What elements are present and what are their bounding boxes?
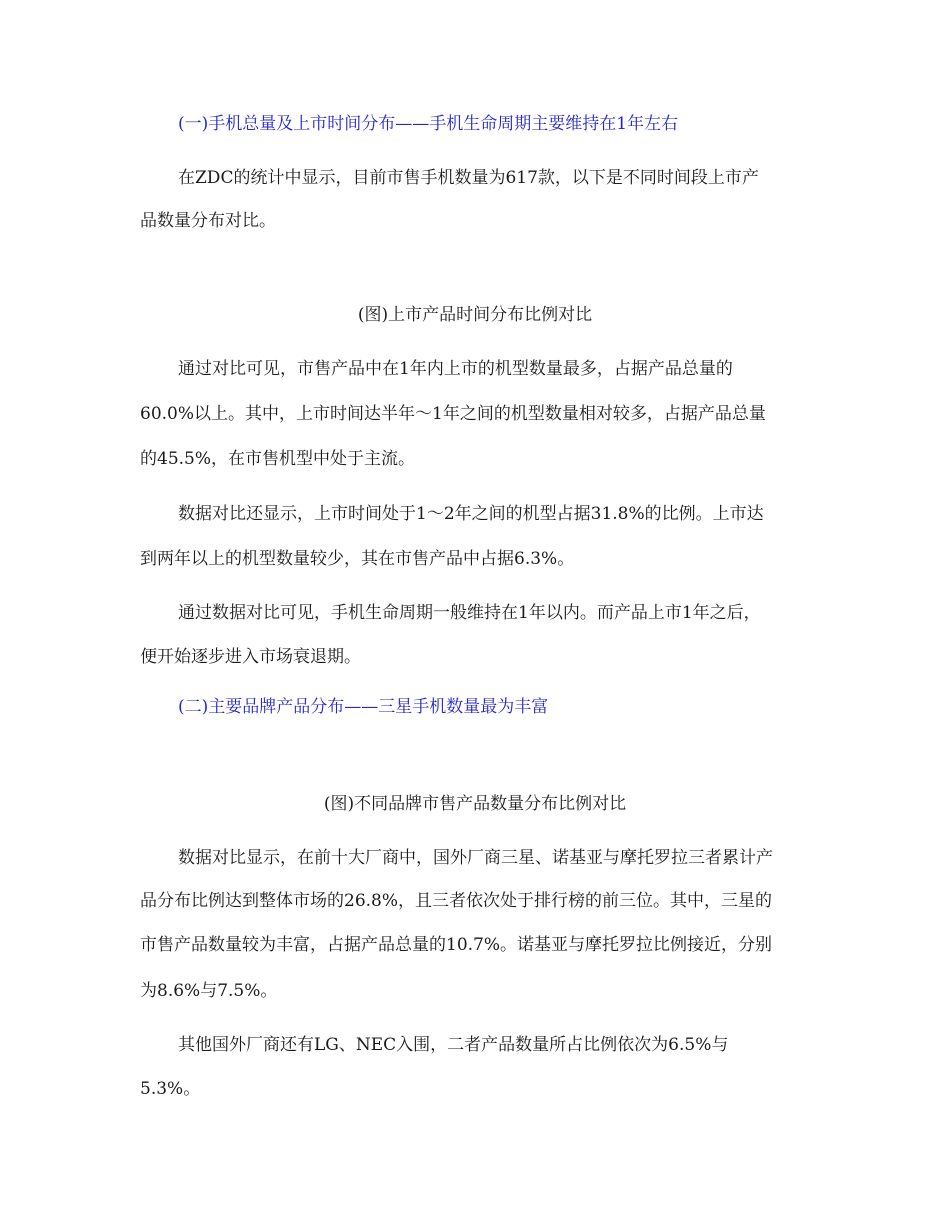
paragraph-line: 到两年以上的机型数量较少，其在市售产品中占据6.3%。: [140, 549, 575, 569]
paragraph-line: 其他国外厂商还有LG、NEC入围，二者产品数量所占比例依次为6.5%与: [178, 1035, 729, 1055]
paragraph-line: 数据对比显示，在前十大厂商中，国外厂商三星、诺基亚与摩托罗拉三者累计产: [178, 848, 773, 868]
paragraph-line: 品数量分布对比。: [140, 211, 276, 231]
figure-caption-brand-distribution: (图)不同品牌市售产品数量分布比例对比: [323, 794, 627, 814]
section-heading-lifecycle: (一)手机总量及上市时间分布——手机生命周期主要维持在1年左右: [178, 114, 679, 134]
paragraph-line: 数据对比还显示，上市时间处于1～2年之间的机型占据31.8%的比例。上市达: [178, 504, 764, 524]
paragraph-line: 通过数据对比可见，手机生命周期一般维持在1年以内。而产品上市1年之后，: [178, 603, 761, 623]
paragraph-line: 市售产品数量较为丰富，占据产品总量的10.7%。诺基亚与摩托罗拉比例接近，分别: [140, 935, 773, 955]
paragraph-line: 在ZDC的统计中显示，目前市售手机数量为617款，以下是不同时间段上市产: [178, 168, 759, 188]
paragraph-line: 通过对比可见，市售产品中在1年内上市的机型数量最多，占据产品总量的: [178, 359, 733, 379]
paragraph-line: 便开始逐步进入市场衰退期。: [140, 647, 361, 667]
section-heading-brands: (二)主要品牌产品分布——三星手机数量最为丰富: [178, 697, 549, 717]
figure-caption-time-distribution: (图)上市产品时间分布比例对比: [357, 305, 593, 325]
paragraph-line: 品分布比例达到整体市场的26.8%，且三者依次处于排行榜的前三位。其中，三星的: [140, 891, 773, 911]
paragraph-line: 为8.6%与7.5%。: [140, 981, 278, 1001]
paragraph-line: 5.3%。: [140, 1079, 201, 1099]
paragraph-line: 的45.5%，在市售机型中处于主流。: [140, 449, 416, 469]
paragraph-line: 60.0%以上。其中，上市时间达半年～1年之间的机型数量相对较多，占据产品总量: [140, 404, 766, 424]
